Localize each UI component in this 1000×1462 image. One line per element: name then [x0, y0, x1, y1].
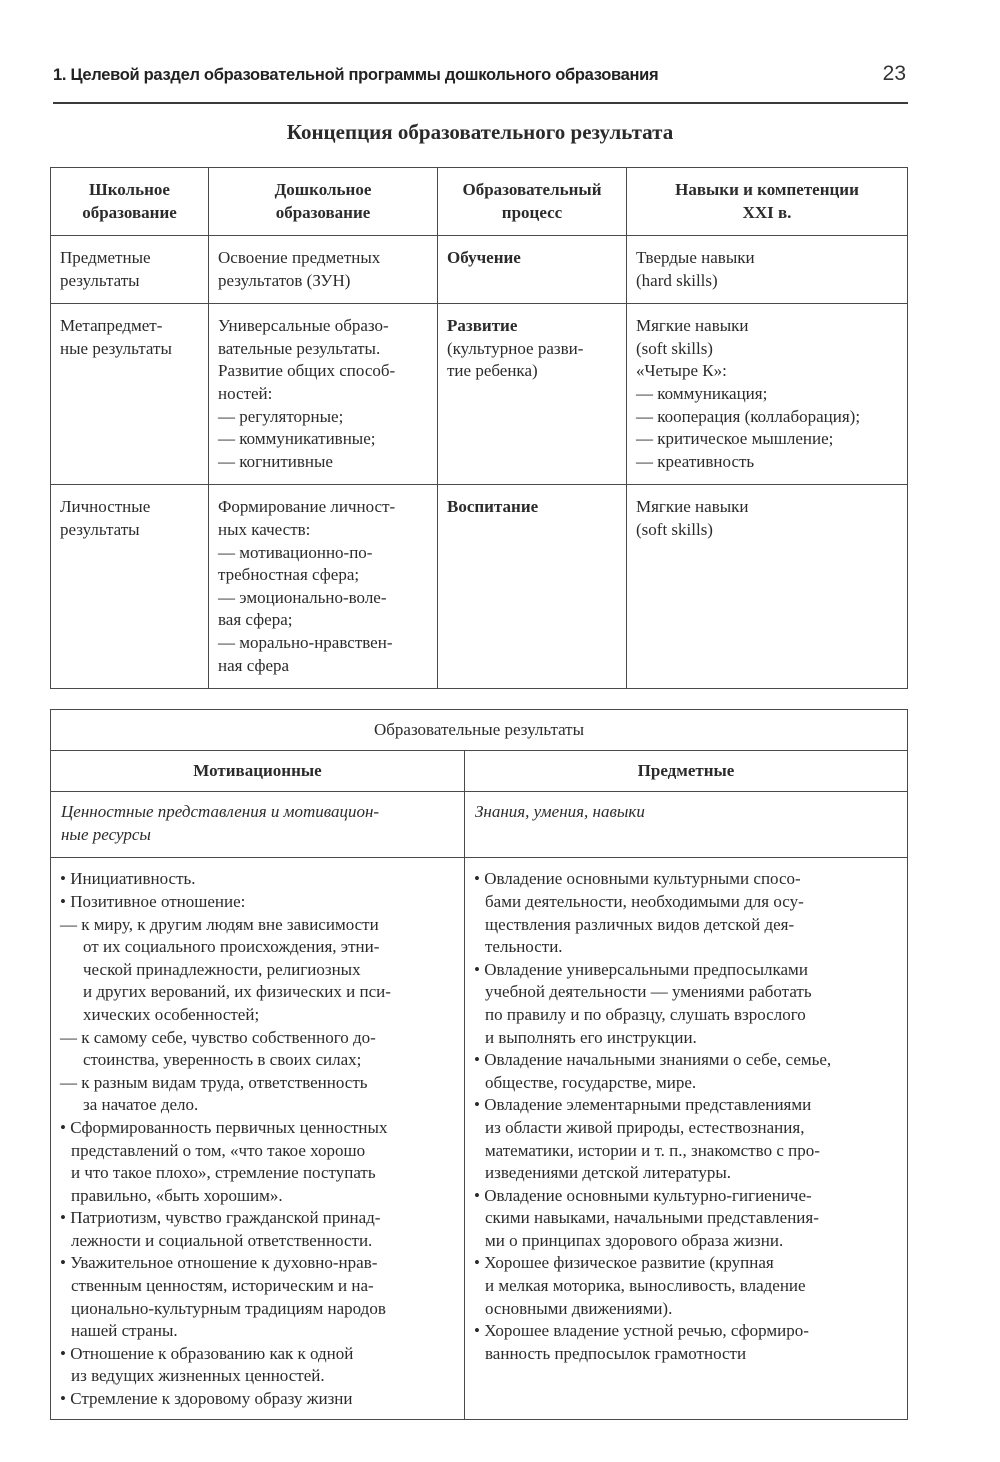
bullet-item: • Позитивное отношение: — [60, 891, 246, 911]
header-educational-process — [438, 168, 627, 236]
continuation-line: за начатое дело. — [83, 1095, 199, 1115]
continuation-line: ственным ценностям, историческим и на- — [71, 1276, 374, 1296]
continuation-line: основными движениями). — [485, 1298, 673, 1318]
text-line: — креативность — [636, 451, 755, 471]
text-line: требностная сфера; — [218, 565, 360, 585]
continuation-line: скими навыками, начальными представления- — [485, 1208, 819, 1228]
text-line: результаты — [60, 270, 140, 290]
section-title: Концепция образовательного результата — [286, 120, 674, 144]
running-title: 1. Целевой раздел образовательной программы дошкольного образования — [53, 66, 659, 84]
header-21st-century-skills — [627, 168, 908, 236]
text-line: Предметные — [60, 248, 151, 267]
cell-preschool — [209, 236, 438, 304]
results-table-title: Образовательные результаты — [51, 710, 908, 751]
dash-item: — к самому себе, чувство собственного до- — [60, 1027, 376, 1047]
text-line: Мягкие навыки — [636, 316, 749, 336]
continuation-line: от их социального происхождения, этни- — [83, 937, 380, 957]
text-line: Развитие общих способ- — [218, 361, 396, 381]
text-line: ностей: — [218, 383, 273, 403]
text-line: результатов (ЗУН) — [218, 270, 351, 290]
text-line: ных качеств: — [218, 519, 311, 539]
text-line: ная сфера — [218, 655, 290, 675]
text-line: — коммуникативные; — [218, 429, 376, 449]
bullet-item: • Патриотизм, чувство гражданской принад- — [60, 1208, 381, 1228]
results-title-row — [51, 710, 908, 751]
text-line: (hard skills) — [636, 270, 718, 290]
cell-school — [51, 304, 209, 485]
text-line: процесс — [501, 202, 563, 222]
text-line: Универсальные образо- — [218, 316, 389, 336]
cell-process — [438, 485, 627, 689]
bullet-item: • Инициативность. — [60, 869, 196, 889]
continuation-line: из ведущих жизненных ценностей. — [71, 1366, 325, 1386]
text-line: результаты — [60, 519, 140, 539]
continuation-line: бами деятельности, необходимыми для осу- — [485, 891, 804, 911]
text-line: ные ресурсы — [61, 824, 151, 844]
continuation-line: правильно, «быть хорошим». — [71, 1185, 283, 1205]
continuation-line: и других верований, их физических и пси- — [83, 982, 391, 1002]
continuation-line: хических особенностей; — [83, 1004, 260, 1024]
bullet-item: • Овладение основными культурно-гигиениче- — [474, 1185, 812, 1205]
text-line: Личностные — [60, 497, 151, 517]
text-line: Твердые навыки — [636, 248, 755, 267]
results-body-row — [51, 858, 908, 1419]
header-school-education — [51, 168, 209, 236]
table-row-personal-results — [51, 485, 908, 689]
motivational-list — [51, 858, 465, 1419]
text-line: — морально-нравствен- — [218, 632, 393, 652]
text-line: (soft skills) — [636, 338, 713, 358]
text-line: (soft skills) — [636, 519, 713, 539]
text-line: — когнитивные — [218, 451, 333, 471]
dash-item: — к разным видам труда, ответственность — [60, 1072, 368, 1092]
continuation-line: тельности. — [485, 937, 563, 957]
text-line: образование — [275, 202, 371, 222]
text-line: XXI в. — [742, 202, 792, 222]
continuation-line: лежности и социальной ответственности. — [71, 1230, 373, 1250]
cell-process — [438, 304, 627, 485]
text-line: — эмоционально-воле- — [218, 587, 387, 607]
text-line: «Четыре К»: — [636, 361, 727, 381]
cell-school — [51, 485, 209, 689]
continuation-line: ческой принадлежности, религиозных — [83, 959, 361, 979]
continuation-line: стоинства, уверенность в своих силах; — [83, 1050, 362, 1070]
continuation-line: ционально-культурным традициям народов — [71, 1298, 386, 1318]
concept-table — [50, 167, 908, 689]
continuation-line: математики, истории и т. п., знакомство с про- — [485, 1140, 820, 1160]
subheading-subject — [465, 792, 908, 858]
text-line: ные результаты — [60, 338, 172, 358]
subject-list — [465, 858, 908, 1419]
bullet-item: • Овладение начальными знаниями о себе, семье, — [474, 1050, 832, 1070]
text-line: Знания, умения, навыки — [475, 802, 645, 822]
table-row-subject-results — [51, 236, 908, 304]
process-note — [447, 338, 618, 383]
bullet-item: • Хорошее владение устной речью, сформиро- — [474, 1321, 809, 1341]
cell-preschool — [209, 304, 438, 485]
bullet-item: • Овладение элементарными представлениями — [474, 1095, 812, 1115]
text-line: — коммуникация; — [636, 383, 768, 403]
continuation-line: нашей страны. — [71, 1321, 178, 1341]
subheading-motivational — [51, 792, 465, 858]
text-line: вая сфера; — [218, 610, 293, 630]
cell-skills — [627, 485, 908, 689]
continuation-line: из области живой природы, естествознания, — [485, 1117, 805, 1137]
continuation-line: учебной деятельности — умениями работать — [485, 982, 812, 1002]
text-line: Мягкие навыки — [636, 497, 749, 517]
results-subheading-row — [51, 792, 908, 858]
text-line: Метапредмет- — [60, 316, 163, 336]
bullet-item: • Уважительное отношение к духовно-нрав- — [60, 1253, 378, 1273]
bullet-item: • Овладение универсальными предпосылками — [474, 959, 808, 979]
text-line: — критическое мышление; — [636, 429, 834, 449]
text-line: — мотивационно-по- — [218, 542, 373, 562]
text-line: образование — [82, 202, 177, 222]
continuation-line: ванность предпосылок грамотности — [485, 1343, 747, 1363]
cell-skills — [627, 236, 908, 304]
cell-school — [51, 236, 209, 304]
text-line: Образовательный — [462, 180, 602, 199]
text-line: Навыки и компетенции — [675, 180, 859, 199]
continuation-line: обществе, государстве, мире. — [485, 1072, 697, 1092]
process-title: Развитие — [447, 316, 518, 336]
continuation-line: и что такое плохо», стремление поступать — [71, 1163, 376, 1183]
continuation-line: по правилу и по образцу, слушать взрослого — [485, 1004, 806, 1024]
text-line: Ценностные представления и мотивацион- — [61, 802, 380, 822]
continuation-line: и мелкая моторика, выносливость, владение — [485, 1276, 806, 1296]
cell-preschool — [209, 485, 438, 689]
process-title: Воспитание — [447, 497, 539, 517]
text-line: — регуляторные; — [218, 406, 344, 426]
text-line: — кооперация (коллаборация); — [636, 406, 861, 426]
continuation-line: ществления различных видов детской дея- — [485, 914, 795, 934]
text-line: Освоение предметных — [218, 248, 381, 267]
bullet-item: • Хорошее физическое развитие (крупная — [474, 1253, 774, 1273]
text-line: (культурное разви- — [447, 338, 584, 358]
bullet-item: • Отношение к образованию как к одной — [60, 1343, 354, 1363]
text-line: Школьное — [89, 180, 170, 199]
continuation-line: и выполнять его инструкции. — [485, 1027, 697, 1047]
concept-table-header-row — [51, 168, 908, 236]
text-line: вательные результаты. — [218, 338, 381, 358]
text-line: Дошкольное — [274, 180, 372, 199]
cell-skills — [627, 304, 908, 485]
table-row-metasubject-results — [51, 304, 908, 485]
heading-motivational: Мотивационные — [51, 750, 465, 792]
text-line: Формирование личност- — [218, 497, 396, 517]
continuation-line: представлений о том, «что такое хорошо — [71, 1140, 366, 1160]
page-number: 23 — [882, 62, 906, 85]
dash-item: — к миру, к другим людям вне зависимости — [60, 914, 379, 934]
bullet-item: • Овладение основными культурными спосо- — [474, 869, 801, 889]
bullet-item: • Сформированность первичных ценностных — [60, 1117, 388, 1137]
text-line: тие ребенка) — [447, 361, 538, 381]
results-heading-row — [51, 750, 908, 792]
process-title: Обучение — [447, 248, 521, 267]
bullet-item: • Стремление к здоровому образу жизни — [60, 1389, 353, 1409]
heading-subject: Предметные — [465, 750, 908, 792]
educational-results-table — [50, 709, 908, 1420]
continuation-line: изведениями детской литературы. — [485, 1163, 732, 1183]
continuation-line: ми о принципах здорового образа жизни. — [485, 1230, 784, 1250]
cell-process — [438, 236, 627, 304]
header-preschool-education — [209, 168, 438, 236]
running-header — [53, 62, 908, 104]
